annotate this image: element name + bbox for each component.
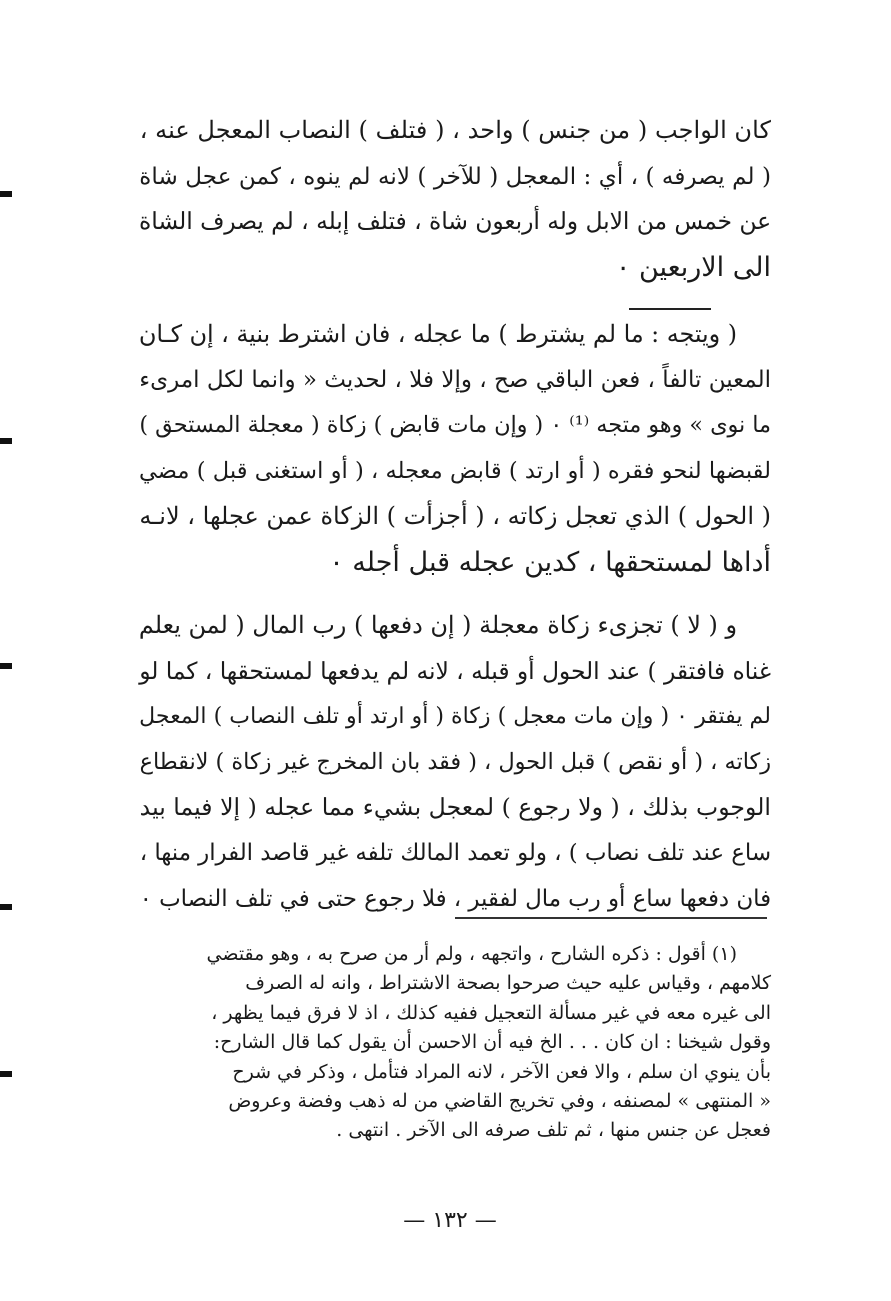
edge-mark — [0, 438, 12, 444]
text-line: و ( لا ) تجزىء زكاة معجلة ( إن دفعها ) رب المال ( لمن يعلم — [138, 611, 737, 639]
text-line: الى الاربعين ٠ — [615, 251, 771, 283]
overline-mark — [629, 308, 711, 310]
text-line: أداها لمستحقها ، كدين عجله قبل أجله ٠ — [329, 546, 771, 578]
text-line: كان الواجب ( من جنس ) واحد ، ( فتلف ) النصاب المعجل عنه ، — [139, 116, 771, 144]
footnote — [126, 940, 771, 1146]
edge-mark — [0, 191, 12, 197]
text-line: عن خمس من الابل وله أربعون شاة ، فتلف إبله ، لم يصرف الشاة — [139, 208, 771, 236]
text-line: ( ويتجه : ما لم يشترط ) ما عجله ، فان اشترط بنية ، إن كـان — [138, 320, 737, 348]
text-line: ساع عند تلف نصاب ) ، ولو تعمد المالك تلفه غير قاصد الفرار منها ، — [139, 839, 771, 866]
text-line: غناه فافتقر ) عند الحول أو قبله ، لانه لم يدفعها لمستحقها ، كما لو — [139, 657, 771, 685]
edge-mark — [0, 663, 12, 669]
footnote-line: فعجل عن جنس منها ، ثم تلف صرفه الى الآخر . انتهى . — [336, 1119, 771, 1142]
footnote-line: (١) أقول : ذكره الشارح ، واتجهه ، ولم أر من صرح به ، وهو مقتضي — [206, 943, 737, 965]
text-line: الوجوب بذلك ، ( ولا رجوع ) لمعجل بشيء مما عجله ( إلا فيما بيد — [139, 793, 771, 822]
text-line: ( الحول ) الذي تعجل زكاته ، ( أجزأت ) الزكاة عمن عجلها ، لانـه — [139, 502, 771, 531]
footnote-line: « المنتهى » لمصنفه ، وفي تخريج القاضي من له ذهب وفضة وعروض — [228, 1090, 771, 1113]
footnote-line: بأن ينوي ان سلم ، والا فعن الآخر ، لانه المراد فتأمل ، وذكر في شرح — [232, 1060, 771, 1083]
text-line: فان دفعها ساع أو رب مال لفقير ، فلا رجوع حتى في تلف النصاب ٠ — [139, 885, 771, 912]
paragraph-1 — [126, 108, 771, 290]
text-line: ما نوى » وهو متجه ⁽¹⁾ ٠ ( وإن مات قابض ) زكاة ( معجلة المستحق ) — [139, 412, 771, 439]
text-line: لم يفتقر ٠ ( وإن مات معجل ) زكاة ( أو ارتد أو تلف النصاب ) المعجل — [139, 703, 771, 730]
paragraph-3 — [126, 603, 771, 922]
paragraph-2 — [126, 312, 771, 586]
text-line: المعين تالفاً ، فعن الباقي صح ، وإلا فلا ، لحديث « وانما لكل امرىء — [139, 366, 771, 393]
footnote-line: الى غيره معه في غير مسألة التعجيل ففيه كذلك ، اذ لا فرق فيما يظهر ، — [211, 1001, 771, 1024]
footnote-separator — [455, 917, 767, 919]
page-number: — ١٣٢ — — [403, 1208, 497, 1233]
edge-mark — [0, 904, 12, 910]
footnote-line: كلامهم ، وقياس عليه حيث صرحوا بصحة الاشتراط ، وانه له الصرف — [245, 972, 771, 995]
edge-mark — [0, 1071, 12, 1077]
footnote-line: وقول شيخنا : ان كان . . . الخ فيه أن الاحسن أن يقول كما قال الشارح: — [213, 1031, 771, 1054]
text-line: ( لم يصرفه ) ، أي : المعجل ( للآخر ) لانه لم ينوه ، كمن عجل شاة — [139, 162, 771, 190]
text-line: لقبضها لنحو فقره ( أو ارتد ) قابض معجله ، ( أو استغنى قبل ) مضي — [138, 457, 771, 484]
text-line: زكاته ، ( أو نقص ) قبل الحول ، ( فقد بان المخرج غير زكاة ) لانقطاع — [139, 748, 771, 775]
